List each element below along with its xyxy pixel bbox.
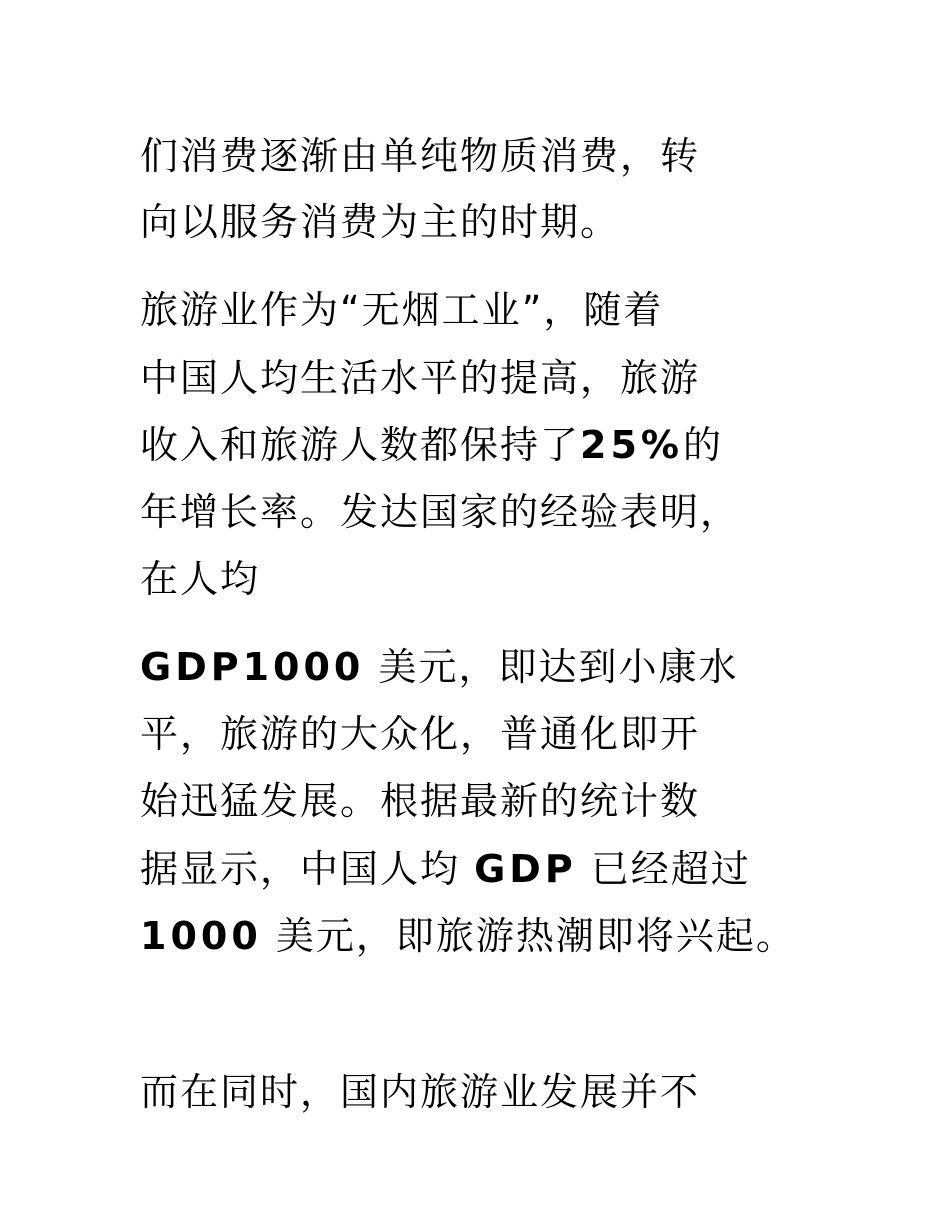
paragraph-2-line-2: 中国人均生活水平的提高，旅游	[140, 356, 701, 400]
paragraph-2-line-1: 旅游业作为“无烟工业”，随着	[140, 288, 664, 332]
paragraph-2-line-4: 年增长率。发达国家的经验表明，	[140, 490, 741, 534]
paragraph-1-line-1: 们消费逐渐由单纯物质消费，转	[140, 134, 701, 178]
text-span: 收入和旅游人数都保持了	[140, 423, 581, 467]
paragraph-3-line-3: 始迅猛发展。根据最新的统计数	[140, 779, 701, 823]
text-span: 美元，即旅游热潮即将兴起。	[261, 914, 796, 958]
paragraph-3-line-5	[140, 914, 796, 958]
paragraph-1-line-2: 向以服务消费为主的时期。	[140, 200, 621, 244]
paragraph-3-line-4	[140, 847, 751, 891]
text-span: 的	[682, 423, 723, 467]
paragraph-3-line-2: 平，旅游的大众化，普通化即开	[140, 712, 701, 756]
text-span: 美元，即达到小康水	[364, 645, 739, 689]
paragraph-2-line-5: 在人均	[140, 557, 261, 601]
amount-value: 1000	[140, 914, 262, 958]
text-span: 据显示，中国人均	[140, 847, 475, 891]
paragraph-2-line-3	[140, 423, 723, 467]
gdp-value: GDP1000	[140, 645, 365, 689]
paragraph-3-line-1	[140, 645, 738, 689]
paragraph-4-line-1: 而在同时，国内旅游业发展并不	[140, 1070, 701, 1114]
growth-rate-value: 25%	[580, 423, 683, 467]
text-span: 已经超过	[576, 847, 751, 891]
gdp-label: GDP	[474, 847, 577, 891]
